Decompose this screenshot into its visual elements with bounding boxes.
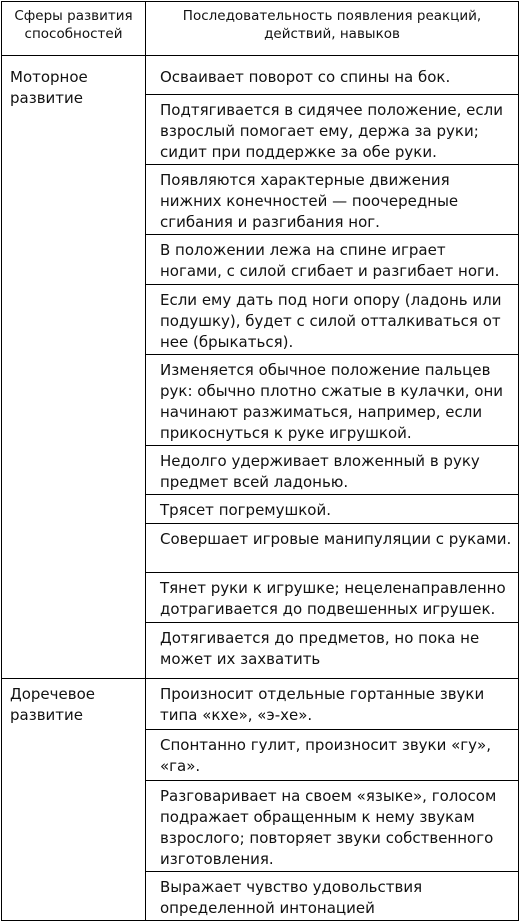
sphere-motor: Моторное развитие (10, 68, 88, 107)
development-table (1, 1, 519, 921)
table-cell: Произносит отдельные гортанные звуки типа «кхе», «э-хе». (160, 685, 485, 724)
header-sequence: Последовательность появления реакций, действий, навыков (182, 8, 482, 42)
table-cell: Совершает игровые манипуляции с руками. (160, 530, 512, 548)
header-divider (2, 55, 518, 56)
section-divider (2, 678, 518, 679)
sphere-prespeech: Доречевое развитие (10, 685, 95, 724)
table-cell: Недолго удерживает вложенный в руку предмет всей ладонью. (160, 452, 480, 491)
table-cell: Трясет погремушкой. (160, 501, 331, 519)
row-divider (145, 494, 518, 495)
row-divider (145, 622, 518, 623)
table-cell: Тянет руки к игрушке; нецеленаправленно дотрагивается до подвешенных игрушек. (160, 579, 506, 618)
table-cell: Появляются характерные движения нижних конечностей — поочередные сгибания и разгибания ног. (160, 171, 459, 231)
table-cell: Дотягивается до предметов, но пока не может их захватить (160, 629, 480, 668)
column-divider (145, 2, 146, 920)
row-divider (145, 164, 518, 165)
header-spheres: Сферы развития способностей (14, 8, 133, 42)
table-cell: Выражает чувство удовольствия определенной интонацией (160, 878, 423, 917)
table-cell: Спонтанно гулит, произносит звуки «гу», «га». (160, 736, 491, 775)
row-divider (145, 871, 518, 872)
table-cell: Подтягивается в сидячее положение, если взрослый помогает ему, держа за руки; сидит при поддержке за обе руки. (160, 101, 503, 161)
row-divider (145, 572, 518, 573)
row-divider (145, 523, 518, 524)
table-cell: В положении лежа на спине играет ногами, с силой сгибает и разгибает ноги. (160, 241, 500, 280)
table-cell: Изменяется обычное положение пальцев рук: обычно плотно сжатые в кулачки, они начинают разжиматься, например, если прикоснуться к руке игрушкой. (160, 361, 504, 442)
row-divider (145, 445, 518, 446)
row-divider (145, 354, 518, 355)
row-divider (145, 729, 518, 730)
row-divider (145, 780, 518, 781)
table-cell: Разговаривает на своем «языке», голосом подражает обращенным к нему звукам взрослого; повторяет звуки собственного изготовления. (160, 787, 497, 868)
row-divider (145, 234, 518, 235)
row-divider (145, 94, 518, 95)
row-divider (145, 284, 518, 285)
table-cell: Осваивает поворот со спины на бок. (160, 68, 451, 86)
table-cell: Если ему дать под ноги опору (ладонь или подушку), будет с силой отталкиваться от нее (брыкаться). (160, 291, 502, 351)
